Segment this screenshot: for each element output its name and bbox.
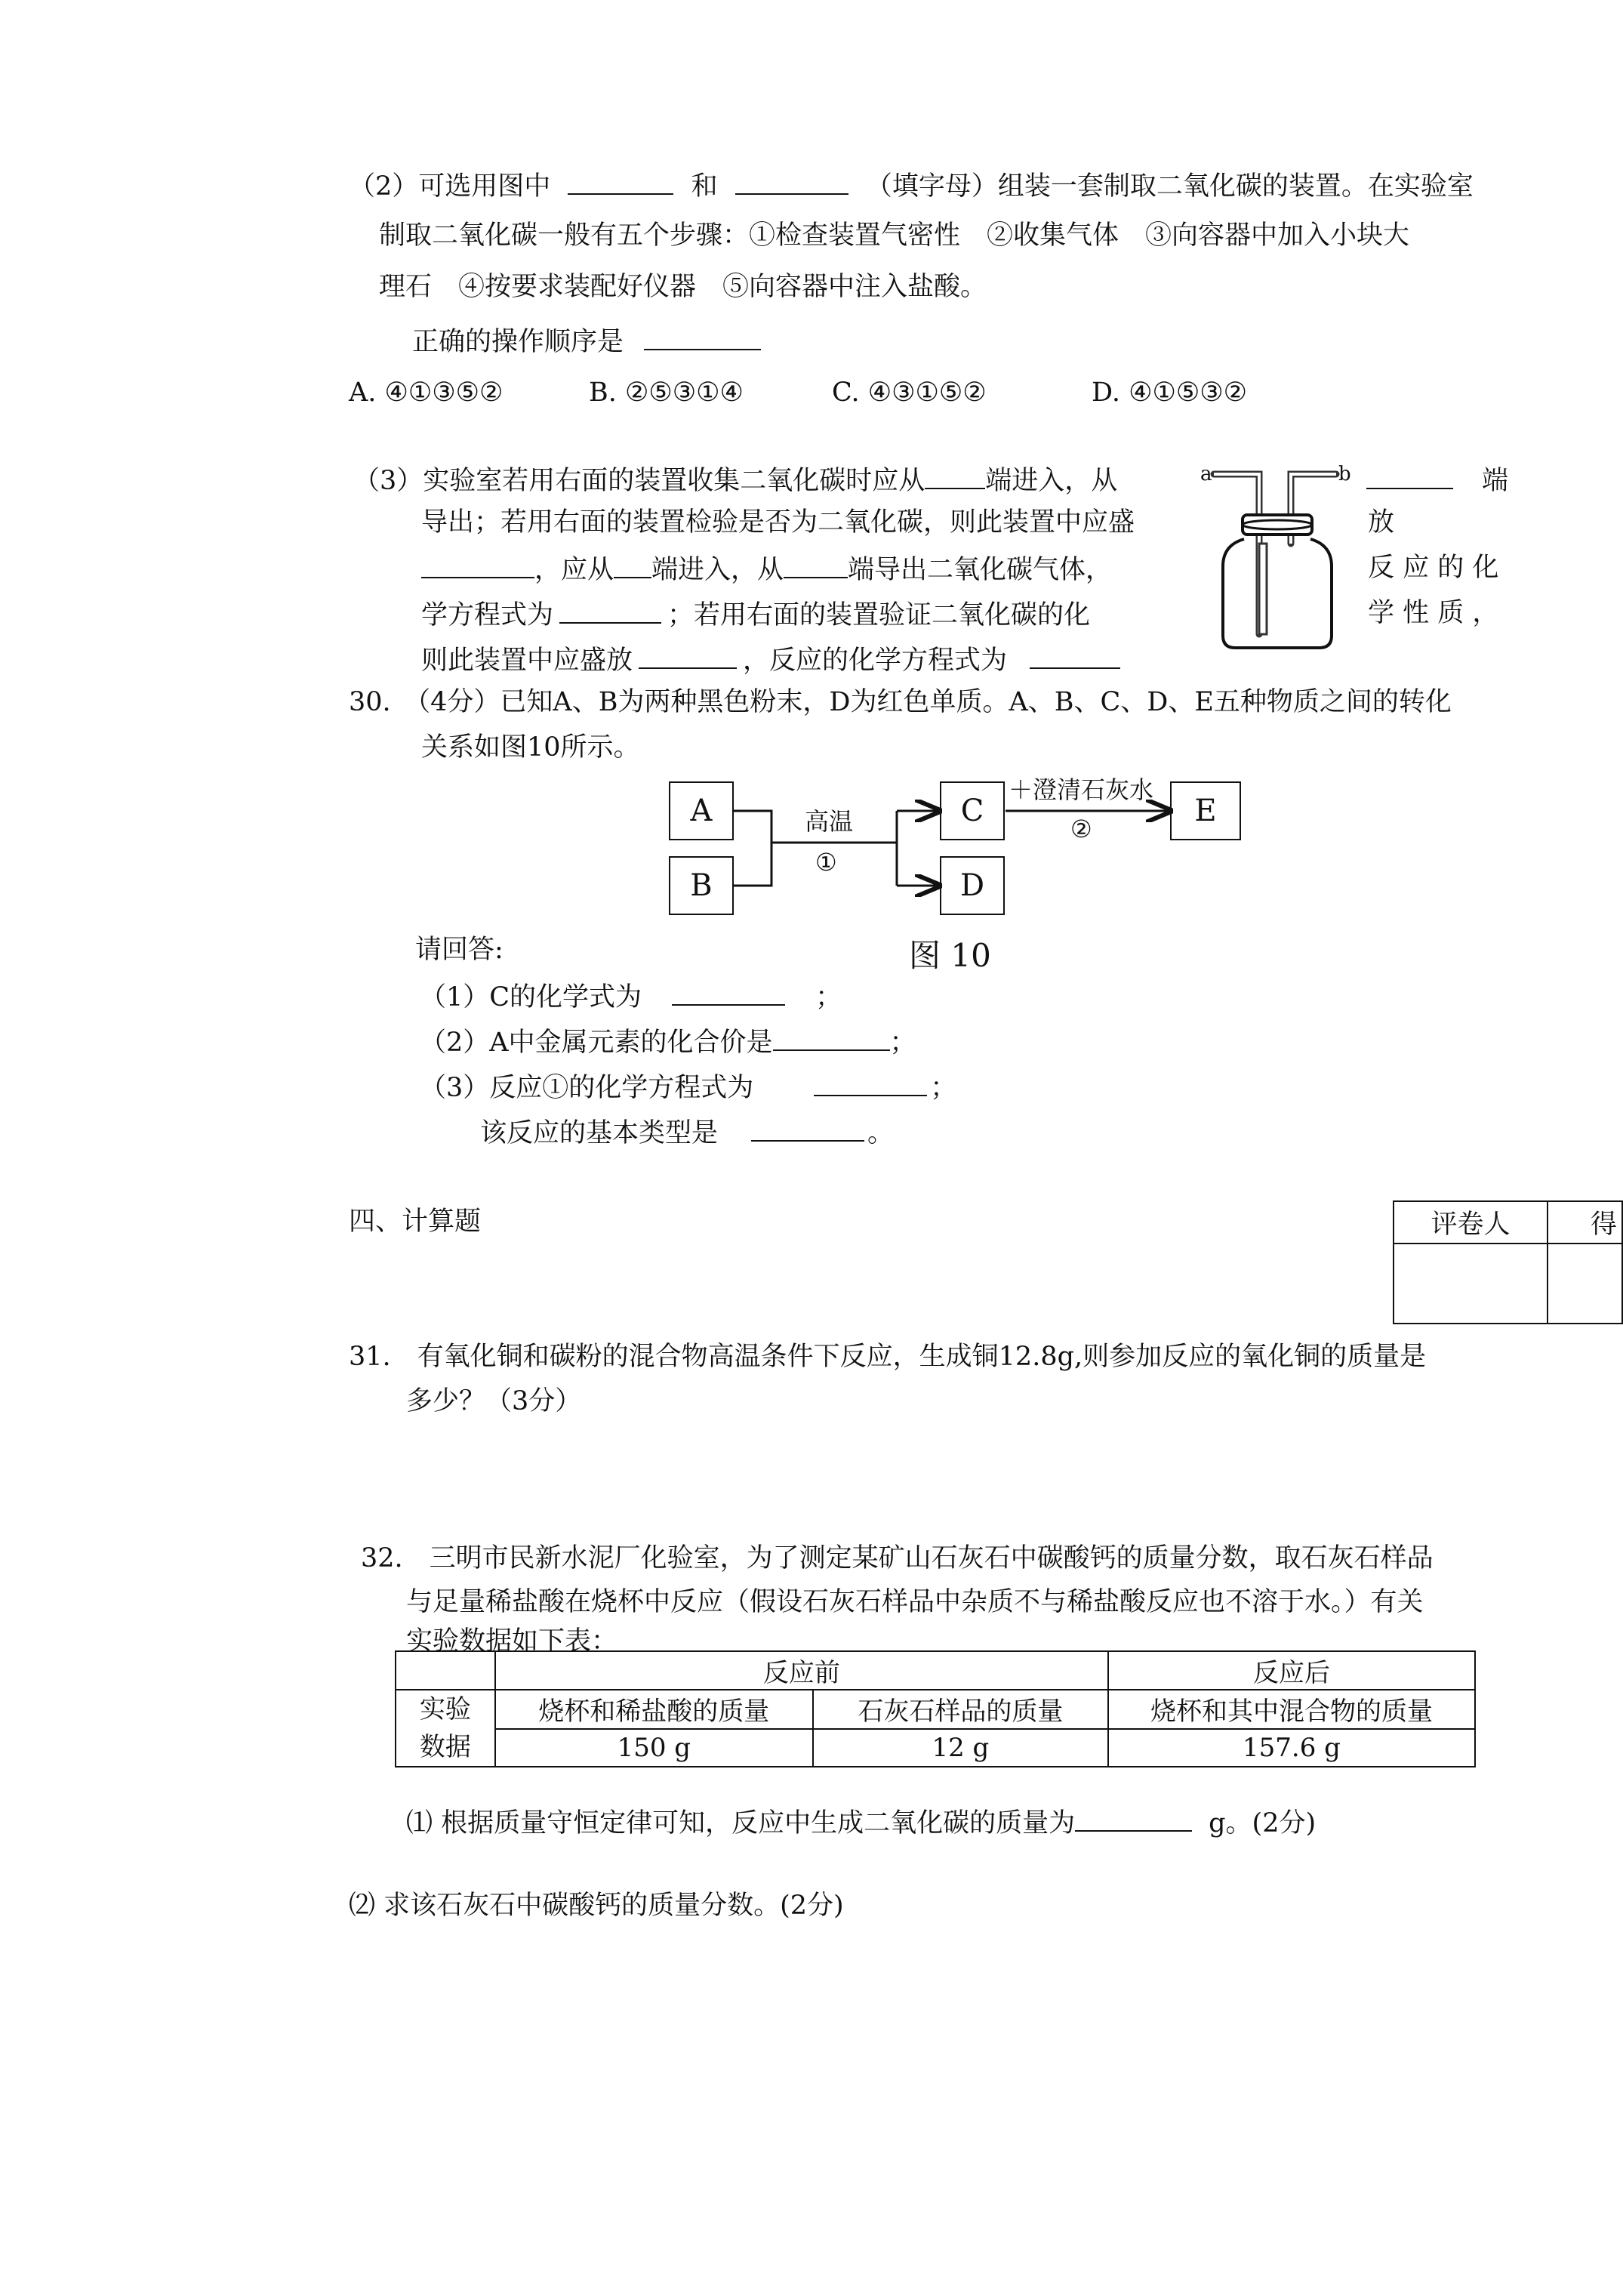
section-title: 四、计算题: [349, 1207, 482, 1237]
q29-part3-line4-right: 学 性 质 ，: [1368, 598, 1499, 628]
q29-part3-line2-right: 放: [1368, 507, 1395, 538]
inlet-label-a: a: [1200, 463, 1212, 485]
answer-blank[interactable]: [925, 462, 985, 489]
q30-sub1: （1）C的化学式为 ；: [420, 978, 842, 1014]
q31-line1: 31. 有氧化铜和碳粉的混合物高温条件下反应，生成铜12.8g,则参加反应的氧化铜的质量是: [349, 1342, 1427, 1372]
q29-option-a[interactable]: A. ④①③⑤②: [349, 378, 504, 408]
row-label: 实验 数据: [396, 1690, 495, 1767]
answer-blank[interactable]: [644, 323, 761, 350]
q29-order-prompt: 正确的操作顺序是: [412, 323, 761, 359]
score-header: 得: [1548, 1201, 1622, 1244]
box-e: E: [1170, 781, 1241, 840]
col-limestone: 石灰石样品的质量: [813, 1690, 1108, 1729]
box-a: A: [669, 781, 734, 840]
q29-part2-line3: 理石 ④按要求装配好仪器 ⑤向容器中注入盐酸。: [379, 272, 987, 302]
col-beaker-mixture: 烧杯和其中混合物的质量: [1108, 1690, 1475, 1729]
answer-blank[interactable]: [1366, 462, 1453, 489]
value-beaker-acid: 150 g: [495, 1729, 813, 1767]
answer-blank[interactable]: [672, 978, 785, 1006]
q30-sub4: 该反应的基本类型是 。: [480, 1114, 894, 1150]
box-b: B: [669, 856, 734, 915]
q29-part3-line2: 导出；若用右面的装置检验是否为二氧化碳，则此装置中应盛: [421, 507, 1135, 538]
q30-sub2: （2）A中金属元素的化合价是 ；: [420, 1024, 916, 1059]
figure-caption: 图 10: [909, 937, 991, 974]
answer-blank[interactable]: [568, 168, 673, 195]
header-after: 反应后: [1108, 1651, 1475, 1690]
answer-blank[interactable]: [1030, 642, 1120, 669]
q29-part2-line2: 制取二氧化碳一般有五个步骤：①检查装置气密性 ②收集气体 ③向容器中加入小块大: [379, 220, 1410, 251]
answer-blank[interactable]: [751, 1114, 864, 1142]
q30-line2: 关系如图10所示。: [421, 732, 640, 763]
q29-option-b[interactable]: B. ②⑤③①④: [589, 378, 744, 408]
q32-line1: 32. 三明市民新水泥厂化验室，为了测定某矿山石灰石中碳酸钙的质量分数，取石灰石样品: [361, 1543, 1434, 1573]
q29-part2-line1: （2）可选用图中 和 （填字母）组装一套制取二氧化碳的装置。在实验室: [349, 168, 1474, 203]
box-c: C: [940, 781, 1005, 840]
answer-blank[interactable]: [421, 551, 534, 578]
answer-blank[interactable]: [735, 168, 848, 195]
answer-blank[interactable]: [1075, 1804, 1192, 1832]
q32-sub2: ⑵ 求该石灰石中碳酸钙的质量分数。(2分): [349, 1891, 844, 1921]
q29-part3-line4: 学方程式为 ；若用右面的装置验证二氧化碳的化: [421, 596, 1090, 632]
answer-blank[interactable]: [614, 551, 651, 578]
box-d: D: [940, 856, 1005, 915]
reaction-1-marker: ①: [815, 848, 837, 877]
q31-line2: 多少？（3分）: [406, 1386, 582, 1416]
score-table: [1393, 1200, 1623, 1324]
q29-part3-line5: 则此装置中应盛放 ，反应的化学方程式为: [421, 642, 1120, 677]
q30-line1: 30. （4分）已知A、B为两种黑色粉末，D为红色单质。A、B、C、D、E五种物质之间的转化: [349, 687, 1452, 717]
table-corner: [396, 1651, 495, 1690]
header-before: 反应前: [495, 1651, 1108, 1690]
outlet-label-b: b: [1338, 463, 1351, 485]
grader-cell[interactable]: [1394, 1244, 1548, 1324]
q32-sub1: ⑴ 根据质量守恒定律可知，反应中生成二氧化碳的质量为 g。(2分): [406, 1804, 1316, 1840]
grader-header: 评卷人: [1394, 1201, 1548, 1244]
condition-limewater: ＋澄清石灰水: [1009, 775, 1154, 804]
q29-option-d[interactable]: D. ④①⑤③②: [1092, 378, 1247, 408]
q30-prompt: 请回答:: [415, 935, 504, 965]
q32-line2: 与足量稀盐酸在烧杯中反应（假设石灰石样品中杂质不与稀盐酸反应也不溶于水。）有关: [406, 1587, 1424, 1617]
q30-sub3: （3）反应①的化学方程式为 ；: [420, 1069, 956, 1105]
q29-part3-line1: （3）实验室若用右面的装置收集二氧化碳时应从 端进入，从: [353, 462, 1117, 498]
q32-line3: 实验数据如下表：: [406, 1626, 618, 1657]
answer-blank[interactable]: [773, 1024, 890, 1051]
q29-part3-line1-right: 端: [1366, 462, 1508, 498]
reaction-2-marker: ②: [1070, 815, 1092, 843]
condition-high-temp: 高温: [805, 807, 854, 836]
score-cell[interactable]: [1548, 1244, 1622, 1324]
value-limestone: 12 g: [813, 1729, 1108, 1767]
data-table: [395, 1650, 1476, 1767]
value-beaker-mixture: 157.6 g: [1108, 1729, 1475, 1767]
q29-part3-line3-right: 反 应 的 化: [1368, 553, 1499, 583]
gas-bottle-diagram: [1200, 461, 1366, 657]
col-beaker-acid: 烧杯和稀盐酸的质量: [495, 1690, 813, 1729]
q29-part3-line3: ，应从 端进入，从 端导出二氧化碳气体，: [421, 551, 1112, 587]
answer-blank[interactable]: [784, 551, 848, 578]
q29-option-c[interactable]: C. ④③①⑤②: [832, 378, 987, 408]
answer-blank[interactable]: [639, 642, 737, 669]
answer-blank[interactable]: [559, 596, 661, 624]
answer-blank[interactable]: [814, 1069, 927, 1096]
